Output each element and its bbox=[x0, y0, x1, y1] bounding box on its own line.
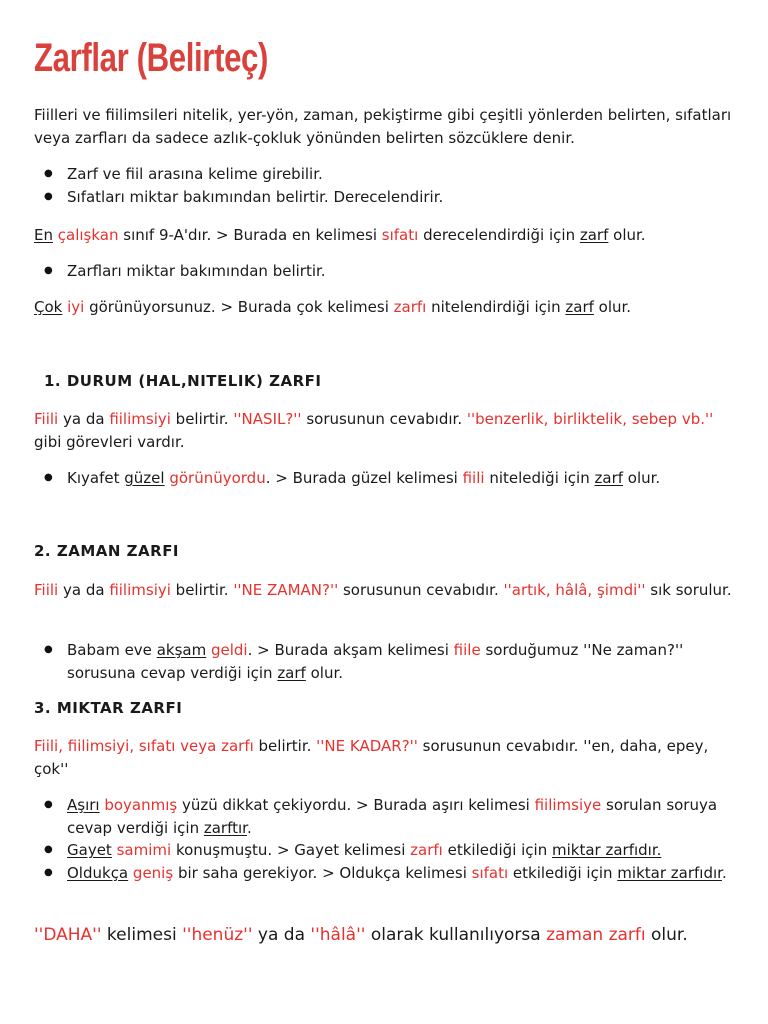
highlight-word: sıfatı bbox=[381, 226, 419, 244]
section-heading-miktar: 3. MIKTAR ZARFI bbox=[34, 699, 183, 717]
section-description: Fiili, fiilimsiyi, sıfatı veya zarfı belirtir. ''NE KADAR?'' sorusunun cevabıdır. ''en, daha, epey, çok'' bbox=[34, 737, 709, 778]
list-item: ● Kıyafet güzel görünüyordu. > Burada güzel kelimesi fiili nitelediği için zarf olur. bbox=[44, 467, 747, 490]
intro-paragraph: Fiilleri ve fiilimsileri nitelik, yer-yön, zaman, pekiştirme gibi çeşitli yönlerden belirten, sıfatları veya zarfları da sadece azlık-çokluk yönünden belirten sözcüklere denir. bbox=[34, 106, 732, 147]
section-heading-zaman: 2. ZAMAN ZARFI bbox=[34, 542, 180, 560]
list-item: ● Gayet samimi konuşmuştu. > Gayet kelimesi zarfı etkilediği için miktar zarfıdır. bbox=[44, 839, 747, 862]
list-item: ● Zarfları miktar bakımından belirtir. bbox=[44, 260, 747, 283]
list-item: ● Babam eve akşam geldi. > Burada akşam kelimesi fiile sorduğumuz ''Ne zaman?'' sorusuna cevap verdiği için zarf olur. bbox=[44, 639, 747, 684]
list-item: ● Sıfatları miktar bakımından belirtir. Derecelendirir. bbox=[44, 186, 747, 209]
underlined-word: zarf bbox=[579, 226, 609, 244]
underlined-word: En bbox=[34, 226, 53, 244]
closing-note: ''DAHA'' kelimesi ''henüz'' ya da ''hâlâ'' olarak kullanılıyorsa zaman zarfı olur. bbox=[34, 925, 688, 945]
highlight-word: zarfı bbox=[393, 298, 427, 316]
highlight-word: çalışkan bbox=[57, 226, 119, 244]
list-item: ● Oldukça geniş bir saha gerekiyor. > Oldukça kelimesi sıfatı etkilediği için miktar zarfıdır. bbox=[44, 862, 747, 885]
example-sentence: En çalışkan sınıf 9-A'dır. > Burada en kelimesi sıfatı derecelendirdiği için zarf olur. bbox=[34, 226, 646, 244]
page-title: Zarflar (Belirteç) bbox=[34, 36, 268, 80]
section-heading-durum: 1. DURUM (HAL,NITELIK) ZARFI bbox=[44, 372, 322, 390]
section-description: Fiili ya da fiilimsiyi belirtir. ''NASIL?'' sorusunun cevabıdır. ''benzerlik, birliktelik, sebep vb.'' gibi görevleri vardır. bbox=[34, 410, 714, 451]
section-description: Fiili ya da fiilimsiyi belirtir. ''NE ZAMAN?'' sorusunun cevabıdır. ''artık, hâlâ, şimdi'' sık sorulur. bbox=[34, 581, 732, 599]
underlined-word: Çok bbox=[34, 298, 63, 316]
list-item: ● Zarf ve fiil arasına kelime girebilir. bbox=[44, 163, 747, 186]
highlight-word: iyi bbox=[67, 298, 85, 316]
example-sentence: Çok iyi görünüyorsunuz. > Burada çok kelimesi zarfı nitelendirdiği için zarf olur. bbox=[34, 298, 632, 316]
underlined-word: zarf bbox=[565, 298, 594, 316]
list-item: ● Aşırı boyanmış yüzü dikkat çekiyordu. > Burada aşırı kelimesi fiilimsiye sorulan soruya cevap verdiği için zarftır. bbox=[44, 794, 747, 839]
